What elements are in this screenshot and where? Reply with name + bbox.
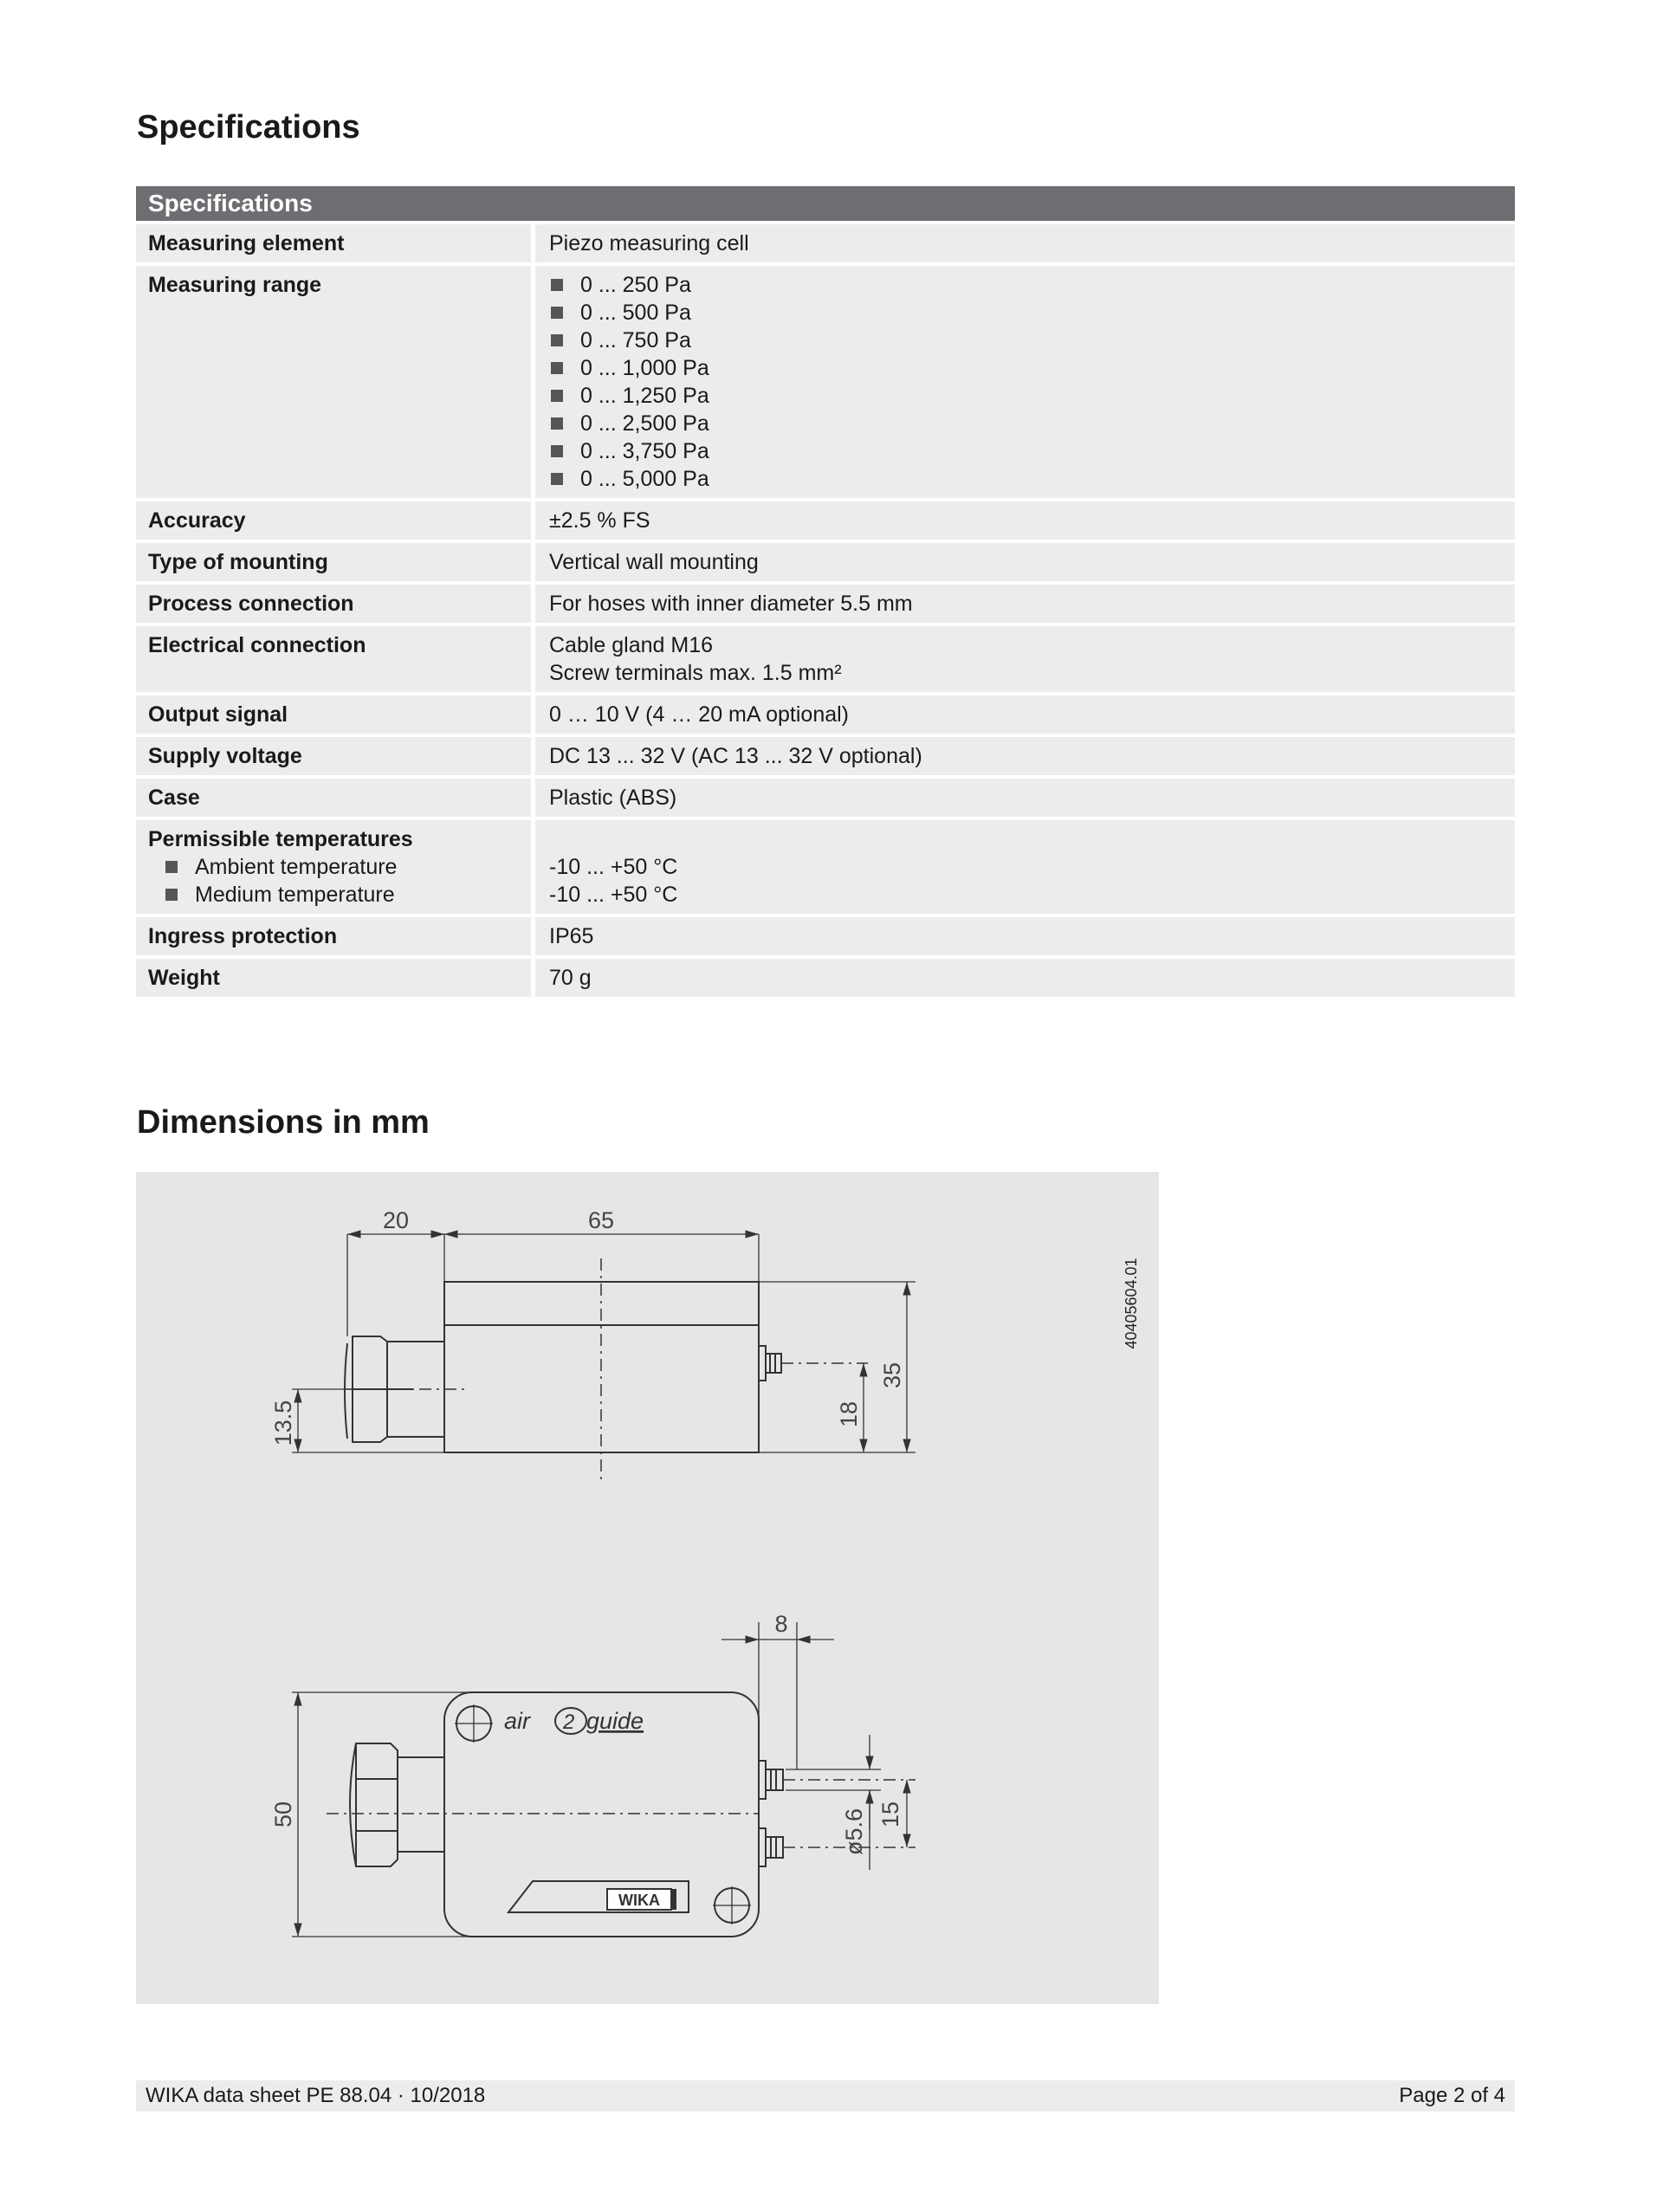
table-row [136,266,1515,498]
table-header-row [136,186,1515,221]
table-row [136,820,1515,914]
row-value: 0 … 10 V (4 … 20 mA optional) [535,695,1515,734]
air2guide-logo [504,1708,644,1734]
table-row [136,779,1515,817]
row-label: Ingress protection [136,917,535,955]
dim-20-label: 20 [382,1207,410,1233]
row-value [535,626,1515,692]
footer-page-number: Page 2 of 4 [1399,2084,1505,2107]
row-value: Vertical wall mounting [535,543,1515,581]
row-label: Case [136,779,535,817]
dim-18-label: 18 [836,1400,862,1428]
list-item: Ambient temperature [148,853,519,881]
list-item: 0 ... 3,750 Pa [549,437,1503,465]
table-row [136,695,1515,734]
row-label: Accuracy [136,501,535,540]
row-label: Process connection [136,585,535,623]
svg-text:WIKA: WIKA [618,1892,660,1909]
list-item: 0 ... 2,500 Pa [549,410,1503,437]
dim-13-5-label: 13.5 [270,1400,296,1446]
pressure-port [759,1346,766,1381]
value-line [549,825,1503,853]
row-value: DC 13 ... 32 V (AC 13 ... 32 V optional) [535,737,1515,775]
svg-text:2: 2 [563,1711,575,1734]
measuring-range-list-cell [535,266,1515,498]
row-value: For hoses with inner diameter 5.5 mm [535,585,1515,623]
list-item: Medium temperature [148,881,519,909]
footer [136,2080,1515,2112]
row-label: Permissible temperatures [148,827,413,851]
table-row [136,737,1515,775]
row-value: IP65 [535,917,1515,955]
specifications-table [136,183,1515,1000]
value-line: Screw terminals max. 1.5 mm² [549,661,842,685]
wika-logo [607,1889,676,1910]
value-line: -10 ... +50 °C [549,855,678,879]
table-row [136,585,1515,623]
table-header: Specifications [136,186,1515,221]
table-row [136,959,1515,997]
side-view [292,1234,916,1484]
svg-text:air: air [504,1708,531,1734]
dim-35-label: 35 [879,1361,905,1389]
row-label: Supply voltage [136,737,535,775]
technical-drawing [136,1172,1159,2004]
row-label-cell [136,820,535,914]
list-item: 0 ... 750 Pa [549,327,1503,354]
dimension-drawing [136,1172,1159,2004]
table-row [136,501,1515,540]
row-label: Type of mounting [136,543,535,581]
row-label: Measuring element [136,224,535,262]
list-item: 0 ... 500 Pa [549,299,1503,327]
row-label: Output signal [136,695,535,734]
row-label: Electrical connection [136,626,535,692]
table-row [136,917,1515,955]
specifications-heading: Specifications [137,109,360,146]
row-label: Measuring range [136,266,535,498]
drawing-doc-number: 40405604.01 [1123,1258,1140,1349]
list-item: 0 ... 1,000 Pa [549,354,1503,382]
row-value: Piezo measuring cell [535,224,1515,262]
front-view [292,1622,916,1937]
table-row [136,626,1515,692]
list-item: 0 ... 250 Pa [549,271,1503,299]
row-value: ±2.5 % FS [535,501,1515,540]
dim-8-label: 8 [774,1611,788,1637]
dim-50-label: 50 [270,1801,296,1828]
value-line: -10 ... +50 °C [549,883,678,907]
footer-datasheet-info: WIKA data sheet PE 88.04 · 10/2018 [146,2084,486,2107]
row-value: 70 g [535,959,1515,997]
value-line: Cable gland M16 [549,633,714,657]
dim-5-6-label: ø5.6 [841,1808,867,1856]
list-item: 0 ... 5,000 Pa [549,465,1503,493]
row-label: Weight [136,959,535,997]
dim-15-label: 15 [877,1801,903,1828]
table-row [136,543,1515,581]
row-value [535,820,1515,914]
row-value: Plastic (ABS) [535,779,1515,817]
svg-text:guide: guide [586,1708,644,1734]
table-row [136,224,1515,262]
list-item: 0 ... 1,250 Pa [549,382,1503,410]
temperature-sublabels [148,853,519,909]
measuring-range-list [549,271,1503,493]
dim-65-label: 65 [587,1207,615,1233]
dimensions-heading: Dimensions in mm [137,1104,430,1141]
